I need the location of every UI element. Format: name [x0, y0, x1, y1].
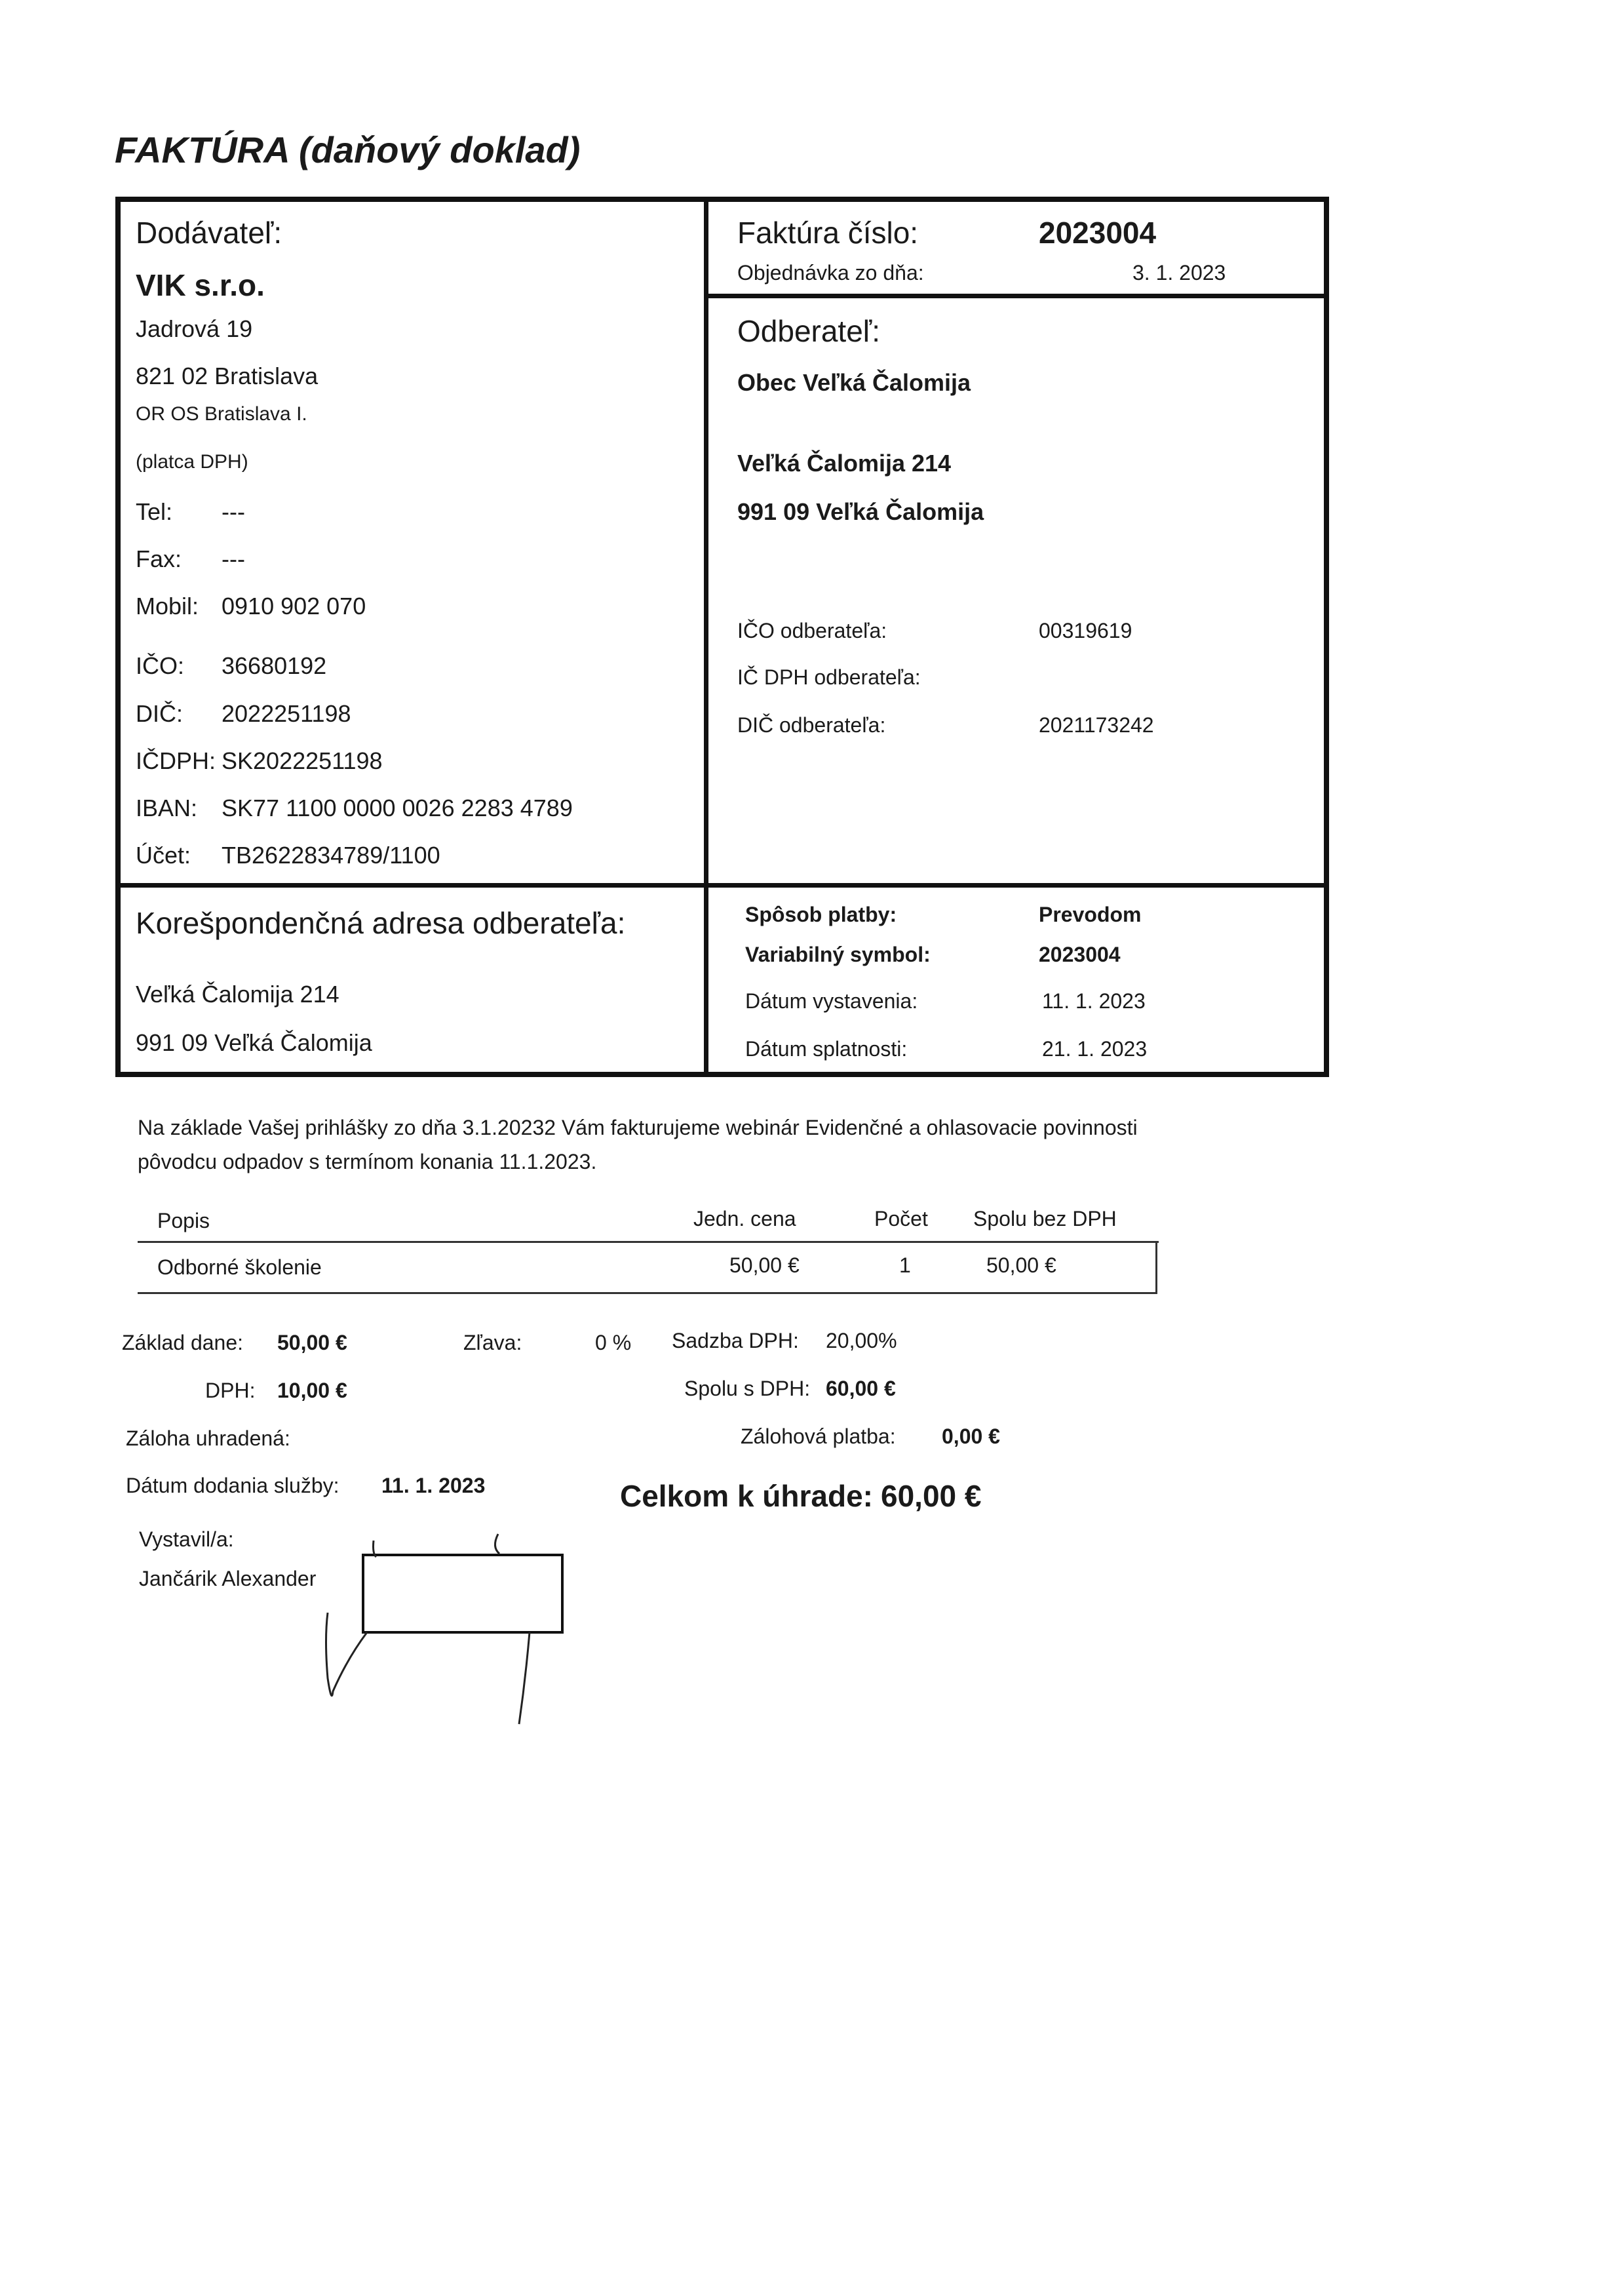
supplier-ico-value: 36680192: [222, 652, 327, 679]
customer-name: Obec Veľká Čalomija: [737, 369, 971, 396]
amount-due: 60,00 €: [881, 1479, 982, 1513]
supplier-dic-label: DIČ:: [136, 700, 183, 727]
box-divider-invoice: [704, 294, 1329, 298]
payment-method: Prevodom: [1039, 903, 1142, 926]
table-header-rule: [138, 1241, 1159, 1243]
supplier-city: 821 02 Bratislava: [136, 363, 319, 389]
supplier-fax-value: ---: [222, 545, 245, 572]
intro-line-1: Na základe Vašej prihlášky zo dňa 3.1.20232 Vám fakturujeme webinár Evidenčné a ohlasovacie povinnosti: [138, 1116, 1138, 1139]
supplier-registry: OR OS Bratislava I.: [136, 403, 307, 425]
issue-date: 11. 1. 2023: [1042, 989, 1146, 1013]
handwritten-signature: [308, 1527, 570, 1737]
total-with-vat-label: Spolu s DPH:: [684, 1377, 811, 1400]
invoice-number: 2023004: [1039, 216, 1157, 250]
supplier-name: VIK s.r.o.: [136, 268, 265, 302]
variable-symbol: 2023004: [1039, 943, 1121, 966]
vat-rate: 20,00%: [826, 1329, 897, 1352]
box-vertical-divider: [704, 197, 708, 1077]
supplier-iban-label: IBAN:: [136, 795, 198, 821]
vat-amount: 10,00 €: [277, 1379, 347, 1402]
supplier-iban-value: SK77 1100 0000 0026 2283 4789: [222, 795, 573, 821]
amount-due-label: Celkom k úhrade:: [620, 1479, 873, 1513]
discount-label: Zľava:: [463, 1331, 522, 1354]
customer-ico-value: 00319619: [1039, 619, 1132, 642]
supplier-heading: Dodávateľ:: [136, 216, 282, 250]
due-date: 21. 1. 2023: [1042, 1037, 1148, 1061]
col-header-qty: Počet: [874, 1207, 928, 1230]
total-with-vat: 60,00 €: [826, 1377, 896, 1400]
payment-method-label: Spôsob platby:: [745, 903, 897, 926]
customer-ico-label: IČO odberateľa:: [737, 619, 887, 642]
invoice-header-box: [115, 197, 1329, 1077]
issue-date-label: Dátum vystavenia:: [745, 989, 918, 1013]
correspondence-city: 991 09 Veľká Čalomija: [136, 1029, 372, 1056]
tax-base-label: Základ dane:: [122, 1331, 244, 1354]
customer-heading: Odberateľ:: [737, 314, 880, 348]
advance-paid-label: Záloha uhradená:: [126, 1426, 290, 1450]
col-header-desc: Popis: [157, 1209, 210, 1232]
supplier-mobile-label: Mobil:: [136, 593, 199, 619]
row-desc: Odborné školenie: [157, 1255, 322, 1279]
variable-symbol-label: Variabilný symbol:: [745, 943, 931, 966]
customer-city: 991 09 Veľká Čalomija: [737, 498, 984, 525]
due-date-label: Dátum splatnosti:: [745, 1037, 908, 1061]
customer-street: Veľká Čalomija 214: [737, 450, 952, 477]
tax-base: 50,00 €: [277, 1331, 347, 1354]
document-title: FAKTÚRA (daňový doklad): [115, 129, 581, 170]
box-divider-lower: [115, 883, 1329, 888]
table-bottom-rule: [138, 1292, 1157, 1294]
row-total: 50,00 €: [986, 1253, 1056, 1277]
row-unit-price: 50,00 €: [729, 1253, 800, 1277]
supplier-ico-label: IČO:: [136, 652, 185, 679]
supplier-vat-status: (platca DPH): [136, 451, 248, 473]
vat-rate-label: Sadzba DPH:: [672, 1329, 799, 1352]
delivery-date-label: Dátum dodania služby:: [126, 1474, 339, 1497]
invoice-number-label: Faktúra číslo:: [737, 216, 919, 250]
issuer-label: Vystavil/a:: [139, 1527, 234, 1551]
order-date: 3. 1. 2023: [1132, 261, 1226, 285]
supplier-icdph-value: SK2022251198: [222, 747, 383, 774]
supplier-fax-label: Fax:: [136, 545, 182, 572]
discount: 0 %: [595, 1331, 632, 1354]
issuer-name: Jančárik Alexander: [139, 1567, 317, 1590]
supplier-account-value: TB2622834789/1100: [222, 842, 440, 869]
col-header-unit-price: Jedn. cena: [693, 1207, 796, 1230]
col-header-total: Spolu bez DPH: [973, 1207, 1117, 1230]
intro-line-2: pôvodcu odpadov s termínom konania 11.1.2023.: [138, 1150, 597, 1173]
supplier-mobile-value: 0910 902 070: [222, 593, 366, 619]
supplier-street: Jadrová 19: [136, 315, 253, 342]
correspondence-heading: Korešpondenčná adresa odberateľa:: [136, 906, 626, 940]
vat-label: DPH:: [205, 1379, 256, 1402]
order-date-label: Objednávka zo dňa:: [737, 261, 924, 285]
supplier-account-label: Účet:: [136, 842, 191, 869]
supplier-tel-label: Tel:: [136, 498, 173, 525]
customer-icdph-label: IČ DPH odberateľa:: [737, 665, 921, 689]
advance-payment-label: Zálohová platba:: [741, 1425, 896, 1448]
customer-dic-value: 2021173242: [1039, 713, 1154, 737]
supplier-dic-value: 2022251198: [222, 700, 351, 727]
supplier-tel-value: ---: [222, 498, 245, 525]
table-right-edge: [1155, 1241, 1157, 1293]
supplier-icdph-label: IČDPH:: [136, 747, 216, 774]
advance-payment: 0,00 €: [942, 1425, 1000, 1448]
delivery-date: 11. 1. 2023: [381, 1474, 486, 1497]
correspondence-street: Veľká Čalomija 214: [136, 981, 339, 1008]
customer-dic-label: DIČ odberateľa:: [737, 713, 886, 737]
row-qty: 1: [899, 1253, 911, 1277]
